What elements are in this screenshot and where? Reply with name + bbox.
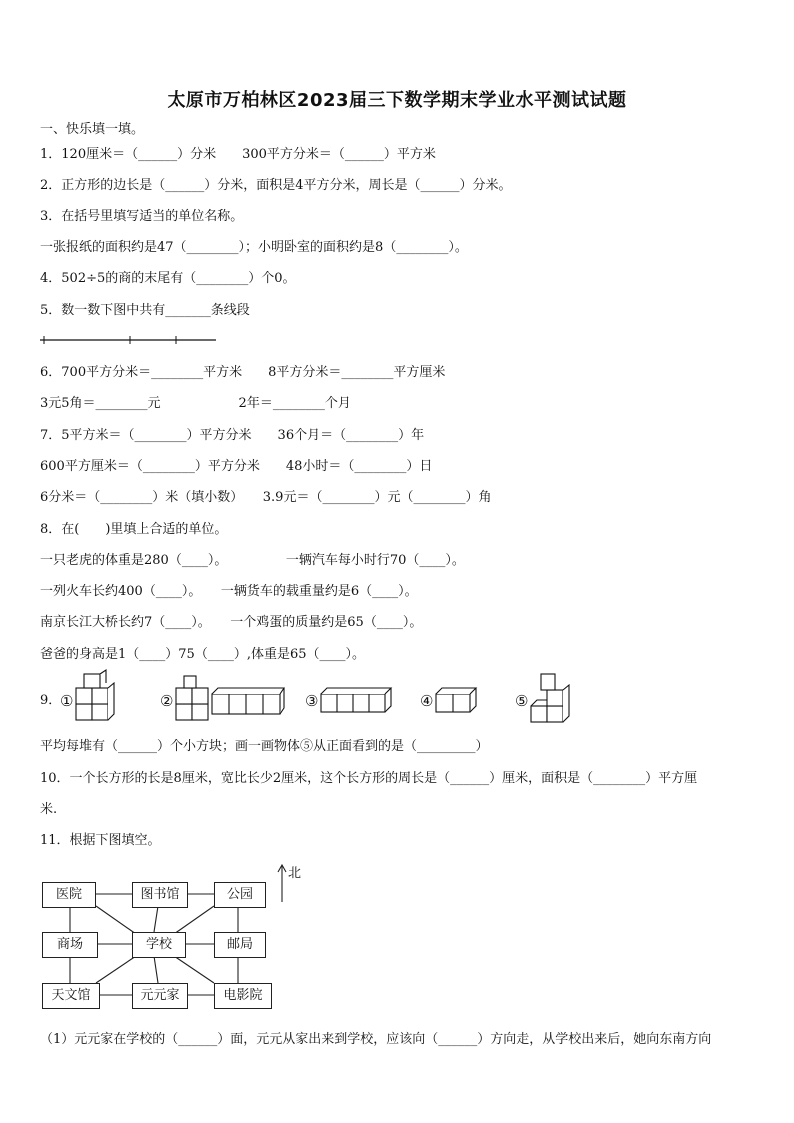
question-1: 1．120厘米＝（______）分米 300平方分米＝（______）平方米 bbox=[40, 147, 436, 162]
figure-mark: ④ bbox=[420, 692, 434, 710]
question-9-label: 9． bbox=[40, 693, 62, 708]
north-label: 北 bbox=[288, 866, 302, 881]
question-8-line: 一列火车长约400（____）。 一辆货车的载重量约是6（____）。 bbox=[40, 584, 418, 599]
question-2: 2．正方形的边长是（______）分米，面积是4平方分米，周长是（______）分米。 bbox=[40, 178, 512, 193]
question-8-line: 一只老虎的体重是280（____）。 一辆汽车每小时行70（____）。 bbox=[40, 553, 465, 568]
map-place-hospital: 医院 bbox=[42, 882, 96, 908]
map-place-cinema: 电影院 bbox=[214, 983, 272, 1009]
question-9-text: 平均每堆有（______）个小方块；画一画物体⑤从正面看到的是（_________） bbox=[40, 739, 489, 754]
map-place-library: 图书馆 bbox=[132, 882, 188, 908]
question-8-line: 爸爸的身高是1（____）75（____）,体重是65（____）。 bbox=[40, 647, 365, 662]
question-3: 3．在括号里填写适当的单位名称。 bbox=[40, 209, 244, 224]
question-11-part-1: （1）元元家在学校的（______）面，元元从家出来到学校，应该向（______）方向走，从学校出来后，她向东南方向 bbox=[40, 1032, 712, 1047]
page-title: 太原市万柏林区2023届三下数学期末学业水平测试试题 bbox=[167, 90, 627, 111]
question-3-line: 一张报纸的面积约是47（________）；小明卧室的面积约是8（________）。 bbox=[40, 240, 468, 255]
map-place-mall: 商场 bbox=[42, 932, 98, 958]
map-place-yuanyuan-home: 元元家 bbox=[132, 983, 188, 1009]
question-8: 8．在( )里填上合适的单位。 bbox=[40, 522, 228, 537]
map-place-school: 学校 bbox=[132, 932, 186, 958]
figure-mark: ② bbox=[160, 692, 174, 710]
question-8-line: 南京长江大桥长约7（____）。 一个鸡蛋的质量约是65（____）。 bbox=[40, 615, 423, 630]
figure-mark: ① bbox=[60, 692, 74, 710]
question-6: 6．700平方分米＝________平方米 8平方分米＝________平方厘米 bbox=[40, 365, 446, 380]
question-7-line: 600平方厘米＝（________）平方分米 48小时＝（________）日 bbox=[40, 459, 433, 474]
map-place-park: 公园 bbox=[214, 882, 266, 908]
question-10: 10．一个长方形的长是8厘米，宽比长少2厘米，这个长方形的周长是（______）厘米，面积是（________）平方厘 bbox=[40, 771, 698, 786]
question-7: 7．5平方米＝（________）平方分米 36个月＝（________）年 bbox=[40, 428, 425, 443]
figure-mark: ⑤ bbox=[515, 692, 529, 710]
map-place-observatory: 天文馆 bbox=[42, 983, 100, 1009]
question-10-cont: 米. bbox=[40, 802, 58, 817]
map-place-post-office: 邮局 bbox=[214, 932, 266, 958]
question-11: 11．根据下图填空。 bbox=[40, 833, 161, 848]
question-7-line: 6分米＝（________）米（填小数） 3.9元＝（________）元（________）角 bbox=[40, 490, 492, 505]
section-heading: 一、快乐填一填。 bbox=[40, 122, 145, 137]
line-segment-figure bbox=[40, 336, 216, 344]
question-5: 5．数一数下图中共有_______条线段 bbox=[40, 303, 250, 318]
location-map bbox=[40, 862, 340, 1012]
question-4: 4．502÷5的商的末尾有（________）个0。 bbox=[40, 271, 296, 286]
question-6-line: 3元5角＝________元 2年＝________个月 bbox=[40, 396, 351, 411]
figure-mark: ③ bbox=[305, 692, 319, 710]
